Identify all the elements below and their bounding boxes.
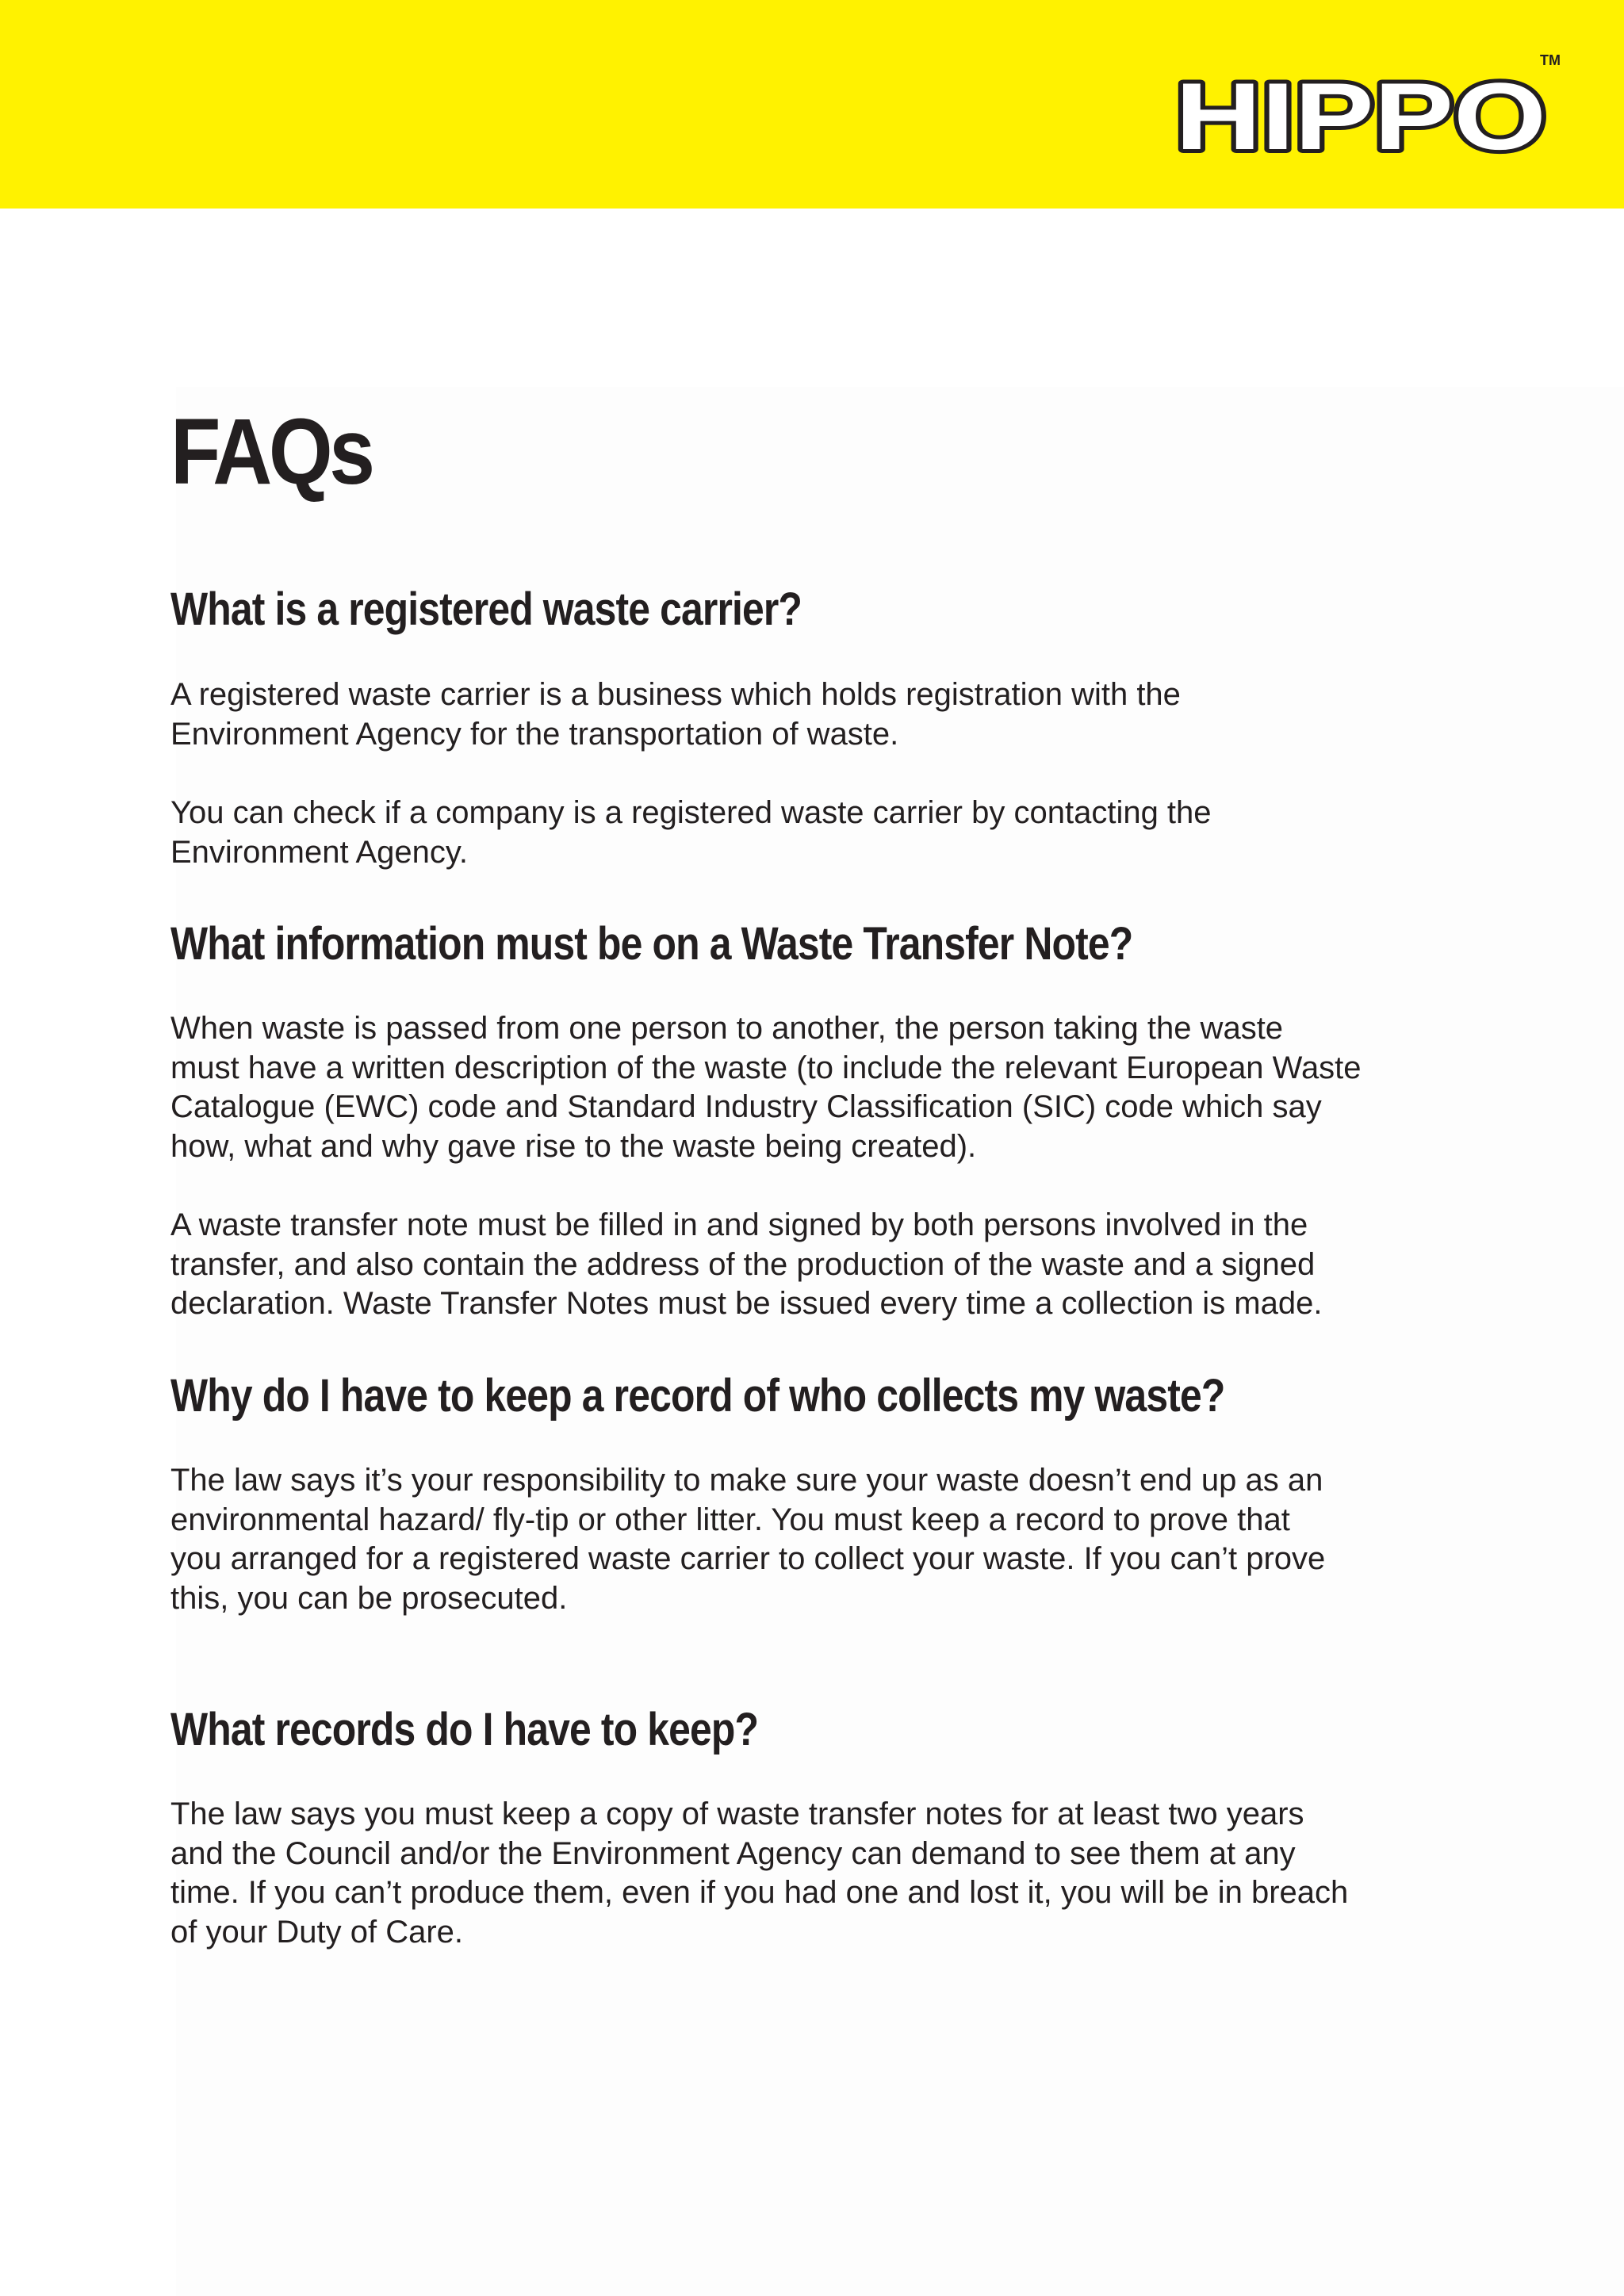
faq-question-registered-carrier: What is a registered waste carrier? bbox=[170, 584, 802, 635]
faq-answer-paragraph: A registered waste carrier is a business which holds registration with the Environment Agency for the transportation of waste. bbox=[170, 677, 1181, 752]
faq-answer-paragraph: The law says it’s your responsibility to make sure your waste doesn’t end up as an environmental hazard/ fly-tip or other litter. You must keep a record to prove that you arranged for a registered waste carrier to collect your waste. If you can’t prove this, you can be prosecuted. bbox=[170, 1463, 1326, 1616]
faq-answer-paragraph: You can check if a company is a registered waste carrier by contacting the Environment Agency. bbox=[170, 795, 1212, 870]
hippo-logo bbox=[1167, 48, 1564, 166]
faq-answer-waste-transfer-note bbox=[170, 1009, 1439, 1324]
page-title: FAQs bbox=[170, 400, 372, 504]
hippo-logo-wordmark: HIPPO bbox=[1175, 63, 1546, 166]
faq-answer-paragraph: When waste is passed from one person to another, the person taking the waste must have a written description of the waste (to include the relevant European Waste Catalogue (EWC) code and Standard Industry Classification (SIC) code which say how, what and why gave rise to the waste being created). bbox=[170, 1011, 1362, 1164]
faq-question-keep-record: Why do I have to keep a record of who collects my waste? bbox=[170, 1370, 1225, 1422]
faq-question-records-to-keep: What records do I have to keep? bbox=[170, 1704, 759, 1755]
trademark-symbol: TM bbox=[1540, 52, 1561, 68]
faq-answer-registered-carrier bbox=[170, 675, 1439, 872]
faq-answer-keep-record bbox=[170, 1461, 1439, 1618]
content-panel bbox=[176, 387, 1624, 2296]
faq-answer-paragraph: The law says you must keep a copy of waste transfer notes for at least two years and the Council and/or the Environment Agency can demand to see them at any time. If you can’t produce them, even if you had one and lost it, you will be in breach of your Duty of Care. bbox=[170, 1797, 1349, 1950]
faq-question-waste-transfer-note: What information must be on a Waste Transfer Note? bbox=[170, 918, 1133, 970]
faq-answer-records-to-keep bbox=[170, 1795, 1439, 1952]
faq-answer-paragraph: A waste transfer note must be filled in and signed by both persons involved in the transfer, and also contain the address of the production of the waste and a signed declaration. Waste Transfer Notes must be issued every time a collection is made. bbox=[170, 1207, 1323, 1321]
